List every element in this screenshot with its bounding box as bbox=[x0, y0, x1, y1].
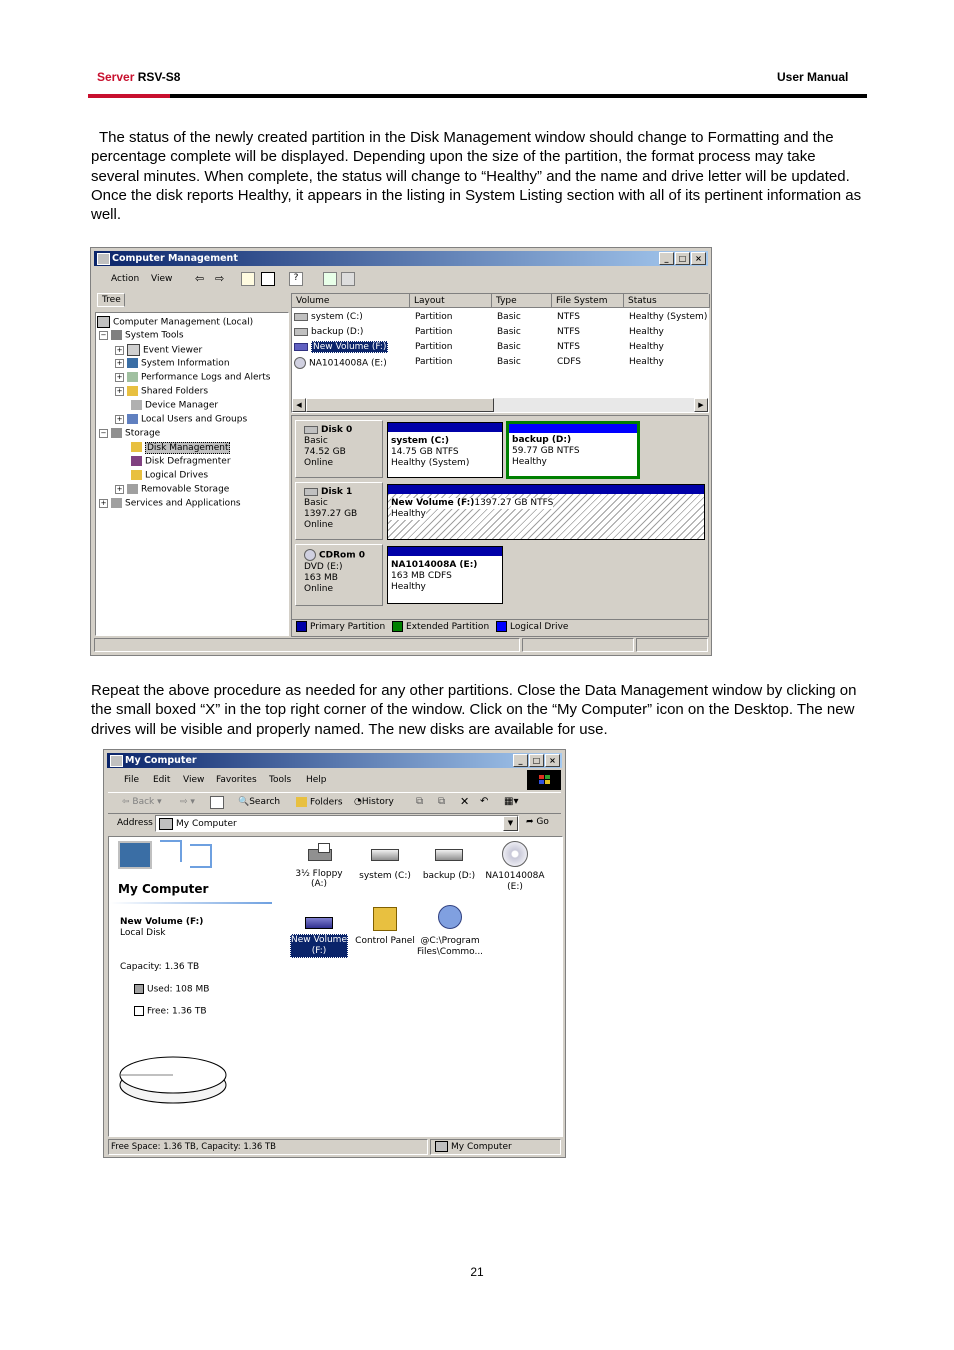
col-type[interactable]: Type bbox=[492, 294, 552, 308]
tree-item-performance-logs[interactable] bbox=[115, 372, 270, 383]
cell-selected: New Volume (F:) bbox=[313, 342, 387, 352]
free-text: Free: 1.36 TB bbox=[147, 1006, 207, 1017]
col-volume[interactable]: Volume bbox=[292, 294, 410, 308]
drive-icon-d[interactable] bbox=[417, 841, 481, 881]
tree-label-selected: Disk Management bbox=[147, 442, 229, 453]
address-value: My Computer bbox=[176, 819, 237, 829]
menu-edit[interactable]: Edit bbox=[153, 775, 171, 785]
banner-decoration bbox=[190, 844, 212, 868]
tree-pane bbox=[95, 312, 289, 636]
disk-type: Basic bbox=[304, 498, 328, 508]
table-row[interactable] bbox=[294, 327, 363, 337]
maximize-button[interactable]: □ bbox=[529, 754, 544, 767]
up-folder-icon[interactable] bbox=[210, 796, 224, 809]
mc-content bbox=[108, 836, 563, 1137]
back-arrow-icon[interactable]: ⇦ bbox=[195, 272, 205, 285]
tree-item-device-manager[interactable] bbox=[131, 400, 218, 411]
disk-size: 1397.27 GB bbox=[304, 509, 358, 519]
menu-favorites[interactable]: Favorites bbox=[216, 775, 257, 785]
minimize-button[interactable]: _ bbox=[513, 754, 528, 767]
my-computer-big-icon bbox=[118, 841, 152, 869]
help-icon[interactable]: ? bbox=[289, 272, 303, 286]
header-product bbox=[97, 70, 180, 84]
mc-banner bbox=[110, 838, 272, 902]
status-pane bbox=[522, 638, 634, 652]
header-manual: User Manual bbox=[777, 70, 849, 84]
model-name: RSV-S8 bbox=[137, 70, 181, 84]
legend-swatch-primary bbox=[296, 621, 307, 632]
history-icon: ◔ bbox=[354, 797, 362, 807]
icon-label-selected: New Volume (F:) bbox=[291, 935, 347, 956]
icon-label: system (C:) bbox=[359, 871, 411, 881]
tree-label: Shared Folders bbox=[141, 386, 209, 397]
storage-icon bbox=[111, 428, 122, 438]
icon-label: @C:\Program Files\Commo... bbox=[417, 936, 484, 957]
search-label: Search bbox=[249, 797, 281, 807]
table-row[interactable] bbox=[294, 342, 388, 352]
views-icon[interactable]: ▦▾ bbox=[504, 796, 519, 807]
performance-icon bbox=[127, 372, 138, 382]
defragmenter-icon bbox=[131, 456, 142, 466]
col-status[interactable]: Status bbox=[624, 294, 710, 308]
tree-label: Services and Applications bbox=[125, 498, 241, 509]
cm-menu-view[interactable]: View bbox=[151, 274, 173, 284]
cell: backup (D:) bbox=[311, 327, 364, 337]
mc-toolbar bbox=[108, 792, 561, 814]
cell: NA1014008A (E:) bbox=[309, 358, 387, 369]
control-panel-icon bbox=[373, 907, 397, 931]
search-icon: 🔍 bbox=[238, 797, 250, 807]
cd-icon bbox=[304, 549, 316, 561]
col-file-system[interactable]: File System bbox=[552, 294, 624, 308]
address-input[interactable] bbox=[155, 815, 519, 832]
cell: NTFS bbox=[557, 342, 580, 352]
folder-icon bbox=[131, 470, 142, 480]
disk-size: 163 MB bbox=[304, 572, 338, 583]
capacity-text: Capacity: 1.36 TB bbox=[120, 962, 200, 972]
expand-icon[interactable]: + bbox=[100, 498, 107, 507]
my-computer-window bbox=[103, 749, 566, 1158]
menu-help[interactable]: Help bbox=[306, 775, 327, 785]
scroll-right-button[interactable]: ▶ bbox=[694, 398, 708, 412]
address-dropdown-icon[interactable]: ▼ bbox=[503, 816, 518, 831]
icon-label: Control Panel bbox=[355, 936, 415, 946]
expand-icon[interactable]: + bbox=[116, 484, 123, 493]
partition-size: 163 MB CDFS bbox=[391, 571, 452, 581]
partition-size: 59.77 GB NTFS bbox=[512, 446, 580, 456]
cell: Basic bbox=[497, 342, 521, 352]
tree-item-local-users[interactable] bbox=[115, 414, 247, 425]
icon-label: backup (D:) bbox=[422, 871, 476, 881]
disk-type: DVD (E:) bbox=[304, 561, 343, 572]
page-number: 21 bbox=[470, 1265, 484, 1279]
legend-logical: Logical Drive bbox=[510, 622, 569, 632]
computer-management-window bbox=[90, 247, 712, 656]
tree-label: Performance Logs and Alerts bbox=[141, 372, 271, 383]
scroll-left-button[interactable]: ◀ bbox=[292, 398, 306, 412]
partition-bar bbox=[388, 423, 502, 432]
legend-swatch-logical bbox=[496, 621, 507, 632]
mc-titlebar bbox=[107, 753, 562, 768]
minimize-button[interactable]: _ bbox=[659, 252, 674, 265]
refresh-icon[interactable] bbox=[341, 272, 355, 286]
close-button[interactable]: × bbox=[545, 754, 560, 767]
legend-swatch-extended bbox=[392, 621, 403, 632]
drive-icon-e[interactable] bbox=[483, 841, 547, 893]
maximize-button[interactable]: □ bbox=[675, 252, 690, 265]
hard-disk-icon bbox=[304, 426, 318, 434]
partition-c[interactable] bbox=[387, 422, 503, 478]
forward-button[interactable]: ⇨ ▾ bbox=[180, 797, 195, 807]
removable-storage-icon bbox=[127, 484, 138, 494]
partition-size: 1397.27 GB NTFS bbox=[474, 498, 554, 508]
drive-icon bbox=[294, 313, 308, 321]
hard-disk-icon bbox=[304, 488, 318, 496]
partition-e[interactable] bbox=[387, 546, 503, 604]
computer-icon bbox=[435, 1141, 448, 1152]
mc-title: My Computer bbox=[125, 755, 197, 766]
info-icon bbox=[127, 358, 138, 368]
tree-item-logical-drives[interactable] bbox=[131, 470, 208, 481]
address-bar bbox=[108, 814, 561, 834]
menu-view[interactable]: View bbox=[183, 775, 205, 785]
partition-status: Healthy bbox=[391, 509, 426, 519]
tree-label: Storage bbox=[125, 428, 161, 439]
folders-label: Folders bbox=[310, 797, 343, 808]
header-rule-accent bbox=[88, 94, 170, 98]
computer-icon bbox=[97, 316, 110, 328]
used-swatch bbox=[134, 984, 144, 994]
disk-state: Online bbox=[304, 583, 334, 594]
users-icon bbox=[127, 414, 138, 424]
table-row[interactable] bbox=[294, 312, 363, 322]
tree-label: Computer Management (Local) bbox=[113, 317, 254, 328]
device-manager-icon bbox=[131, 400, 142, 410]
expand-icon[interactable]: + bbox=[116, 372, 123, 381]
menu-tools[interactable]: Tools bbox=[269, 775, 292, 785]
partition-d[interactable] bbox=[506, 421, 640, 479]
tree-item-disk-defragmenter[interactable] bbox=[131, 456, 231, 467]
up-folder-icon[interactable] bbox=[241, 272, 255, 286]
tree-item-shared-folders[interactable] bbox=[115, 386, 208, 397]
status-right bbox=[430, 1139, 561, 1155]
tools-icon bbox=[111, 330, 122, 340]
mc-status-bar bbox=[108, 1139, 561, 1155]
panel-title: My Computer bbox=[118, 882, 209, 896]
show-tree-icon[interactable] bbox=[261, 272, 275, 286]
scroll-thumb[interactable] bbox=[306, 398, 494, 412]
free-swatch bbox=[134, 1006, 144, 1016]
program-files-icon-item[interactable] bbox=[417, 905, 483, 958]
cell: Partition bbox=[415, 312, 453, 322]
disk-usage-pie bbox=[117, 1049, 229, 1109]
volume-list bbox=[291, 293, 709, 413]
cell: Healthy bbox=[629, 342, 664, 352]
back-button[interactable]: ⇦ Back ▾ bbox=[122, 797, 162, 807]
cd-drive-icon bbox=[502, 841, 528, 867]
cell: Partition bbox=[415, 342, 453, 352]
go-arrow-icon: ➦ bbox=[526, 817, 534, 827]
paragraph-2: Repeat the above procedure as needed for any other partitions. Close the Data Management window by clicking on the small boxed “X” in the top right corner of the window. Click on the “My Computer” icon on the Desktop. The new drives will be visible and properly named. The new disks are available for use. bbox=[91, 682, 857, 738]
go-label: Go bbox=[536, 817, 549, 827]
undo-icon[interactable]: ↶ bbox=[480, 796, 489, 807]
used-legend bbox=[134, 984, 209, 995]
tree-item-services[interactable] bbox=[99, 498, 241, 509]
cm-titlebar bbox=[94, 251, 708, 266]
partition-status: Healthy bbox=[512, 457, 547, 467]
tree-label: Local Users and Groups bbox=[141, 414, 248, 425]
table-row[interactable] bbox=[294, 357, 387, 369]
disk-name: CDRom 0 bbox=[319, 550, 365, 561]
cdrom-0-label[interactable] bbox=[295, 544, 383, 606]
used-text: Used: 108 MB bbox=[147, 984, 210, 995]
header-rule bbox=[88, 94, 867, 98]
cm-status-bar bbox=[94, 638, 708, 652]
cell: Basic bbox=[497, 357, 521, 367]
floppy-icon bbox=[306, 841, 332, 863]
cd-icon bbox=[294, 357, 306, 369]
disk-management-icon bbox=[131, 442, 142, 452]
selected-drive-type: Local Disk bbox=[120, 928, 166, 938]
expand-icon[interactable]: + bbox=[116, 345, 123, 354]
tree-label: Logical Drives bbox=[145, 470, 209, 481]
status-pane bbox=[94, 638, 520, 652]
tree-label: Disk Defragmenter bbox=[145, 456, 231, 467]
windows-logo-icon bbox=[527, 770, 561, 790]
icon-label: NA1014008A (E:) bbox=[485, 871, 545, 892]
folders-button[interactable] bbox=[296, 797, 343, 808]
disk-0-label[interactable] bbox=[295, 420, 383, 478]
partition-name: NA1014008A (E:) bbox=[391, 560, 478, 570]
close-button[interactable]: × bbox=[691, 252, 706, 265]
cell: Basic bbox=[497, 312, 521, 322]
move-to-icon[interactable]: ⧉ bbox=[416, 796, 424, 807]
partition-name: backup (D:) bbox=[512, 435, 572, 445]
shared-folder-icon bbox=[127, 386, 138, 396]
cm-title: Computer Management bbox=[112, 253, 238, 264]
disk-state: Online bbox=[304, 458, 334, 468]
icon-label: 3½ Floppy (A:) bbox=[295, 869, 343, 889]
event-viewer-icon bbox=[127, 344, 140, 356]
disk-type: Basic bbox=[304, 436, 328, 446]
horizontal-scrollbar[interactable] bbox=[292, 398, 708, 412]
cell: Basic bbox=[497, 327, 521, 337]
tree-item-root[interactable] bbox=[97, 316, 253, 328]
disk-graph-pane bbox=[291, 415, 709, 637]
legend-primary: Primary Partition bbox=[310, 622, 386, 632]
disk-state: Online bbox=[304, 520, 334, 530]
partition-bar bbox=[388, 485, 704, 494]
expand-icon[interactable]: + bbox=[116, 414, 123, 423]
computer-icon bbox=[159, 818, 173, 830]
delete-icon[interactable]: ✕ bbox=[460, 795, 470, 808]
status-left: Free Space: 1.36 TB, Capacity: 1.36 TB bbox=[108, 1139, 428, 1155]
copy-to-icon[interactable]: ⧉ bbox=[438, 796, 446, 807]
disk-name: Disk 0 bbox=[321, 425, 353, 435]
legend-extended: Extended Partition bbox=[406, 622, 490, 632]
partition-status: Healthy (System) bbox=[391, 458, 470, 468]
partition-size: 14.75 GB NTFS bbox=[391, 447, 459, 457]
partition-bar bbox=[388, 547, 502, 556]
expand-icon[interactable]: + bbox=[116, 386, 123, 395]
hard-drive-icon bbox=[371, 849, 399, 861]
col-layout[interactable]: Layout bbox=[410, 294, 492, 308]
selected-drive-name: New Volume (F:) bbox=[120, 917, 204, 927]
cell: Healthy bbox=[629, 327, 664, 337]
folders-icon bbox=[296, 797, 307, 807]
partition-f[interactable] bbox=[387, 484, 705, 540]
go-button[interactable] bbox=[526, 817, 549, 827]
drive-icon-f[interactable] bbox=[287, 909, 351, 958]
disk-legend bbox=[292, 619, 708, 636]
properties-icon[interactable] bbox=[323, 272, 337, 286]
cell: Healthy bbox=[629, 357, 664, 367]
drive-icon bbox=[294, 328, 308, 336]
tree-item-event-viewer[interactable] bbox=[115, 344, 202, 356]
cell: NTFS bbox=[557, 327, 580, 337]
hard-drive-icon bbox=[435, 849, 463, 861]
cell: Partition bbox=[415, 327, 453, 337]
drive-icon-c[interactable] bbox=[353, 841, 417, 881]
disk-size: 74.52 GB bbox=[304, 447, 346, 457]
tree-item-storage[interactable] bbox=[99, 428, 160, 439]
drive-icon-floppy[interactable] bbox=[287, 841, 351, 889]
computer-icon bbox=[110, 755, 123, 767]
mc-menu-bar bbox=[124, 775, 524, 787]
tree-item-disk-management[interactable] bbox=[131, 442, 230, 453]
hard-drive-icon bbox=[305, 917, 333, 929]
disk-1-label[interactable] bbox=[295, 482, 383, 540]
services-icon bbox=[111, 498, 122, 508]
banner-decoration bbox=[160, 840, 182, 862]
cell: NTFS bbox=[557, 312, 580, 322]
back-label: Back bbox=[132, 797, 155, 807]
status-right-label: My Computer bbox=[451, 1142, 512, 1152]
tree-item-system-tools[interactable] bbox=[99, 330, 184, 341]
search-button[interactable] bbox=[238, 797, 280, 807]
cell: CDFS bbox=[557, 357, 581, 367]
cell: Partition bbox=[415, 357, 453, 367]
network-share-icon bbox=[438, 905, 462, 929]
tab-tree[interactable]: Tree bbox=[97, 293, 125, 307]
tree-label: Removable Storage bbox=[141, 484, 230, 495]
tree-label: Device Manager bbox=[145, 400, 219, 411]
history-label: History bbox=[361, 797, 394, 807]
forward-arrow-icon[interactable]: ⇨ bbox=[215, 272, 225, 285]
tree-label: System Information bbox=[141, 358, 230, 369]
free-legend bbox=[134, 1006, 207, 1017]
partition-name: New Volume (F:) bbox=[391, 498, 475, 508]
status-pane bbox=[636, 638, 708, 652]
control-panel-icon-item[interactable] bbox=[353, 907, 417, 946]
history-button[interactable] bbox=[354, 797, 394, 807]
computer-icon bbox=[97, 253, 110, 265]
tree-label: System Tools bbox=[125, 330, 184, 341]
expand-icon[interactable]: + bbox=[116, 358, 123, 367]
partition-bar bbox=[509, 424, 637, 433]
partition-name: system (C:) bbox=[391, 436, 449, 446]
brand-name: Server bbox=[97, 70, 135, 84]
drive-icon bbox=[294, 343, 308, 351]
address-label: Address bbox=[117, 818, 153, 828]
disk-name: Disk 1 bbox=[321, 487, 353, 497]
menu-file[interactable]: File bbox=[124, 775, 140, 785]
cell: Healthy (System) bbox=[629, 312, 708, 322]
collapse-icon[interactable]: − bbox=[100, 330, 107, 339]
paragraph-1: The status of the newly created partition in the Disk Management window should change to Formatting and the percentage complete will be displayed. Depending upon the size of the partition, the format process may take several minutes. When complete, the status will change to “Healthy” and the name and drive letter will be updated. Once the disk reports Healthy, it appears in the listing in System Listing section with all of its pertinent information as well. bbox=[91, 129, 862, 224]
tree-label: Event Viewer bbox=[143, 345, 203, 356]
cm-menu-action[interactable]: Action bbox=[111, 274, 140, 284]
collapse-icon[interactable]: − bbox=[100, 428, 107, 437]
tree-item-removable-storage[interactable] bbox=[115, 484, 229, 495]
partition-status: Healthy bbox=[391, 582, 426, 592]
cell: system (C:) bbox=[311, 312, 363, 322]
tree-item-system-information[interactable] bbox=[115, 358, 230, 369]
